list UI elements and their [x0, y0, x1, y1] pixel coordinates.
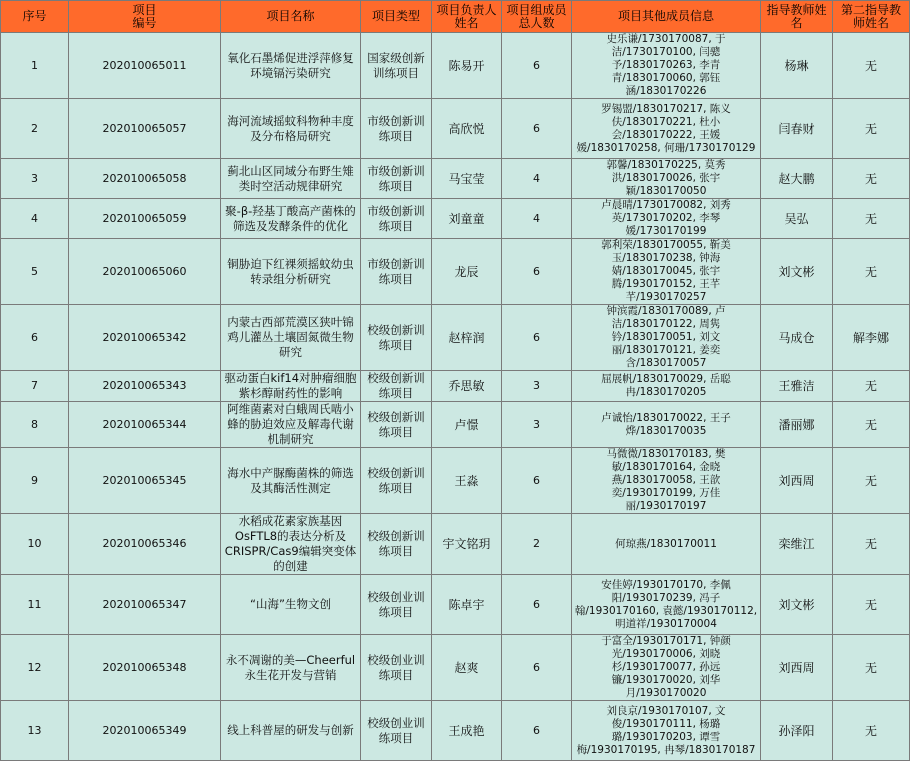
cell-teacher: 吴弘 [761, 199, 833, 239]
cell-code: 202010065058 [69, 159, 221, 199]
cell-members: 于富全/1930170171, 钟颜光/1930170006, 刘晓杉/1930170077, 孙远镰/1930170020, 刘华月/1930170020 [572, 635, 761, 701]
cell-teacher: 闫春财 [761, 99, 833, 159]
cell-members: 屈展帆/1830170029, 岳聪冉/1830170205 [572, 371, 761, 402]
cell-type: 市级创新训练项目 [361, 159, 432, 199]
cell-members: 何琼燕/1830170011 [572, 514, 761, 575]
cell-count: 6 [502, 99, 572, 159]
cell-type: 校级创新训练项目 [361, 305, 432, 371]
cell-count: 2 [502, 514, 572, 575]
cell-count: 4 [502, 199, 572, 239]
cell-name: 氧化石墨烯促进浮萍修复环境镉污染研究 [221, 33, 361, 99]
cell-teacher2: 无 [833, 33, 910, 99]
cell-type: 校级创新训练项目 [361, 448, 432, 514]
cell-teacher: 杨琳 [761, 33, 833, 99]
cell-leader: 马宝莹 [432, 159, 502, 199]
cell-count: 4 [502, 159, 572, 199]
table-row [1, 99, 910, 159]
cell-code: 202010065057 [69, 99, 221, 159]
table-row [1, 33, 910, 99]
cell-teacher2: 无 [833, 635, 910, 701]
cell-members: 卢晨晴/1730170082, 刘秀英/1730170202, 李琴媛/1730170199 [572, 199, 761, 239]
cell-teacher: 王雅洁 [761, 371, 833, 402]
cell-teacher2: 解李娜 [833, 305, 910, 371]
cell-members: 安佳婷/1930170170, 李佩阳/1930170239, 冯子翰/1930170160, 袁懿/1930170112, 明道祥/1930170004 [572, 575, 761, 635]
cell-leader: 王成艳 [432, 701, 502, 761]
cell-leader: 陈易开 [432, 33, 502, 99]
cell-count: 6 [502, 448, 572, 514]
cell-name: 线上科普屋的研发与创新 [221, 701, 361, 761]
table-row [1, 701, 910, 761]
cell-teacher2: 无 [833, 448, 910, 514]
cell-teacher: 栾维江 [761, 514, 833, 575]
table-row [1, 635, 910, 701]
cell-teacher2: 无 [833, 159, 910, 199]
cell-count: 6 [502, 701, 572, 761]
cell-teacher2: 无 [833, 371, 910, 402]
table-row [1, 371, 910, 402]
cell-code: 202010065342 [69, 305, 221, 371]
cell-members: 史乐谦/1730170087, 于洁/1730170100, 闫骢予/1830170263, 李青青/1830170060, 郭钰涵/1830170226 [572, 33, 761, 99]
cell-seq: 2 [1, 99, 69, 159]
cell-code: 202010065346 [69, 514, 221, 575]
cell-type: 校级创业训练项目 [361, 575, 432, 635]
cell-code: 202010065347 [69, 575, 221, 635]
cell-teacher2: 无 [833, 514, 910, 575]
cell-leader: 宇文铭玥 [432, 514, 502, 575]
cell-count: 3 [502, 371, 572, 402]
cell-type: 校级创业训练项目 [361, 635, 432, 701]
cell-type: 校级创新训练项目 [361, 402, 432, 448]
cell-seq: 12 [1, 635, 69, 701]
cell-type: 市级创新训练项目 [361, 199, 432, 239]
cell-name: 铜胁迫下红裸须摇蚊幼虫转录组分析研究 [221, 239, 361, 305]
header-name: 项目名称 [221, 1, 361, 33]
cell-teacher2: 无 [833, 239, 910, 305]
cell-name: 蓟北山区同域分布野生雉类时空活动规律研究 [221, 159, 361, 199]
header-code: 项目 编号 [69, 1, 221, 33]
cell-seq: 6 [1, 305, 69, 371]
cell-count: 6 [502, 33, 572, 99]
cell-leader: 王淼 [432, 448, 502, 514]
cell-seq: 11 [1, 575, 69, 635]
cell-code: 202010065060 [69, 239, 221, 305]
cell-leader: 陈卓宇 [432, 575, 502, 635]
cell-code: 202010065343 [69, 371, 221, 402]
table-row [1, 402, 910, 448]
cell-leader: 龙辰 [432, 239, 502, 305]
cell-type: 校级创新训练项目 [361, 514, 432, 575]
cell-name: 内蒙古西部荒漠区狭叶锦鸡儿灌丛土壤固氮微生物研究 [221, 305, 361, 371]
table-row [1, 575, 910, 635]
cell-teacher2: 无 [833, 701, 910, 761]
cell-seq: 4 [1, 199, 69, 239]
cell-leader: 卢憬 [432, 402, 502, 448]
header-teacher: 指导教师姓 名 [761, 1, 833, 33]
cell-seq: 9 [1, 448, 69, 514]
header-members: 项目其他成员信息 [572, 1, 761, 33]
cell-seq: 10 [1, 514, 69, 575]
cell-teacher: 潘丽娜 [761, 402, 833, 448]
cell-name: 水稻成花素家族基因OsFTL8的表达分析及CRISPR/Cas9编辑突变体的创建 [221, 514, 361, 575]
cell-count: 6 [502, 575, 572, 635]
cell-seq: 3 [1, 159, 69, 199]
cell-count: 3 [502, 402, 572, 448]
cell-teacher2: 无 [833, 99, 910, 159]
cell-teacher2: 无 [833, 402, 910, 448]
cell-members: 郭馨/1830170225, 莫秀洪/1830170026, 张宇颖/1830170050 [572, 159, 761, 199]
cell-members: 罗锡盟/1830170217, 陈义伕/1830170221, 杜小会/1830170222, 王媛媛/1830170258, 何珊/1730170129 [572, 99, 761, 159]
header-leader: 项目负责人 姓名 [432, 1, 502, 33]
cell-teacher: 赵大鹏 [761, 159, 833, 199]
table-row [1, 448, 910, 514]
cell-members: 刘良京/1930170107, 文俊/1930170111, 杨璐璐/1930170203, 谭雪梅/1930170195, 冉琴/1830170187 [572, 701, 761, 761]
cell-members: 郭利荣/1830170055, 靳美玉/1830170238, 钟海婧/1830170045, 张宇腾/1930170152, 王芊芊/1930170257 [572, 239, 761, 305]
cell-leader: 乔思敏 [432, 371, 502, 402]
cell-code: 202010065348 [69, 635, 221, 701]
table-row [1, 305, 910, 371]
header-teacher2: 第二指导教 师姓名 [833, 1, 910, 33]
cell-count: 6 [502, 635, 572, 701]
cell-members: 钟滨霞/1830170089, 卢洁/1830170122, 周隽钤/1830170051, 刘文丽/1830170121, 姜奕含/1830170057 [572, 305, 761, 371]
table-row [1, 159, 910, 199]
cell-teacher: 孙泽阳 [761, 701, 833, 761]
table-row [1, 199, 910, 239]
cell-teacher: 刘西周 [761, 635, 833, 701]
cell-code: 202010065344 [69, 402, 221, 448]
cell-teacher: 刘文彬 [761, 239, 833, 305]
cell-members: 卢诚怡/1830170022, 王子烨/1830170035 [572, 402, 761, 448]
header-row [1, 1, 910, 33]
cell-code: 202010065059 [69, 199, 221, 239]
cell-name: 聚-β-羟基丁酸高产菌株的筛选及发酵条件的优化 [221, 199, 361, 239]
table-row [1, 514, 910, 575]
cell-seq: 13 [1, 701, 69, 761]
cell-seq: 1 [1, 33, 69, 99]
header-count: 项目组成员 总人数 [502, 1, 572, 33]
table-row [1, 239, 910, 305]
cell-members: 马微微/1830170183, 樊敏/1830170164, 金晓燕/1830170058, 王歆奕/1930170199, 万佳丽/1930170197 [572, 448, 761, 514]
cell-teacher: 刘西周 [761, 448, 833, 514]
cell-name: 海河流域摇蚊科物种丰度及分布格局研究 [221, 99, 361, 159]
cell-name: 永不凋谢的美—Cheerful永生花开发与营销 [221, 635, 361, 701]
cell-seq: 8 [1, 402, 69, 448]
cell-count: 6 [502, 239, 572, 305]
cell-type: 校级创业训练项目 [361, 701, 432, 761]
cell-code: 202010065011 [69, 33, 221, 99]
cell-name: 海水中产脲酶菌株的筛选及其酶活性测定 [221, 448, 361, 514]
header-type: 项目类型 [361, 1, 432, 33]
header-seq: 序号 [1, 1, 69, 33]
cell-type: 校级创新训练项目 [361, 371, 432, 402]
cell-count: 6 [502, 305, 572, 371]
cell-teacher2: 无 [833, 575, 910, 635]
cell-type: 市级创新训练项目 [361, 99, 432, 159]
cell-name: “山海”生物文创 [221, 575, 361, 635]
cell-name: 驱动蛋白kif14对肿瘤细胞紫杉醇耐药性的影响 [221, 371, 361, 402]
cell-teacher: 马成仓 [761, 305, 833, 371]
cell-leader: 高欣悦 [432, 99, 502, 159]
cell-code: 202010065349 [69, 701, 221, 761]
cell-seq: 5 [1, 239, 69, 305]
cell-teacher: 刘文彬 [761, 575, 833, 635]
cell-teacher2: 无 [833, 199, 910, 239]
cell-code: 202010065345 [69, 448, 221, 514]
cell-leader: 刘童童 [432, 199, 502, 239]
cell-name: 阿维菌素对白蛾周氏啮小蜂的胁迫效应及解毒代谢机制研究 [221, 402, 361, 448]
cell-type: 市级创新训练项目 [361, 239, 432, 305]
cell-leader: 赵爽 [432, 635, 502, 701]
cell-seq: 7 [1, 371, 69, 402]
cell-type: 国家级创新训练项目 [361, 33, 432, 99]
cell-leader: 赵梓润 [432, 305, 502, 371]
